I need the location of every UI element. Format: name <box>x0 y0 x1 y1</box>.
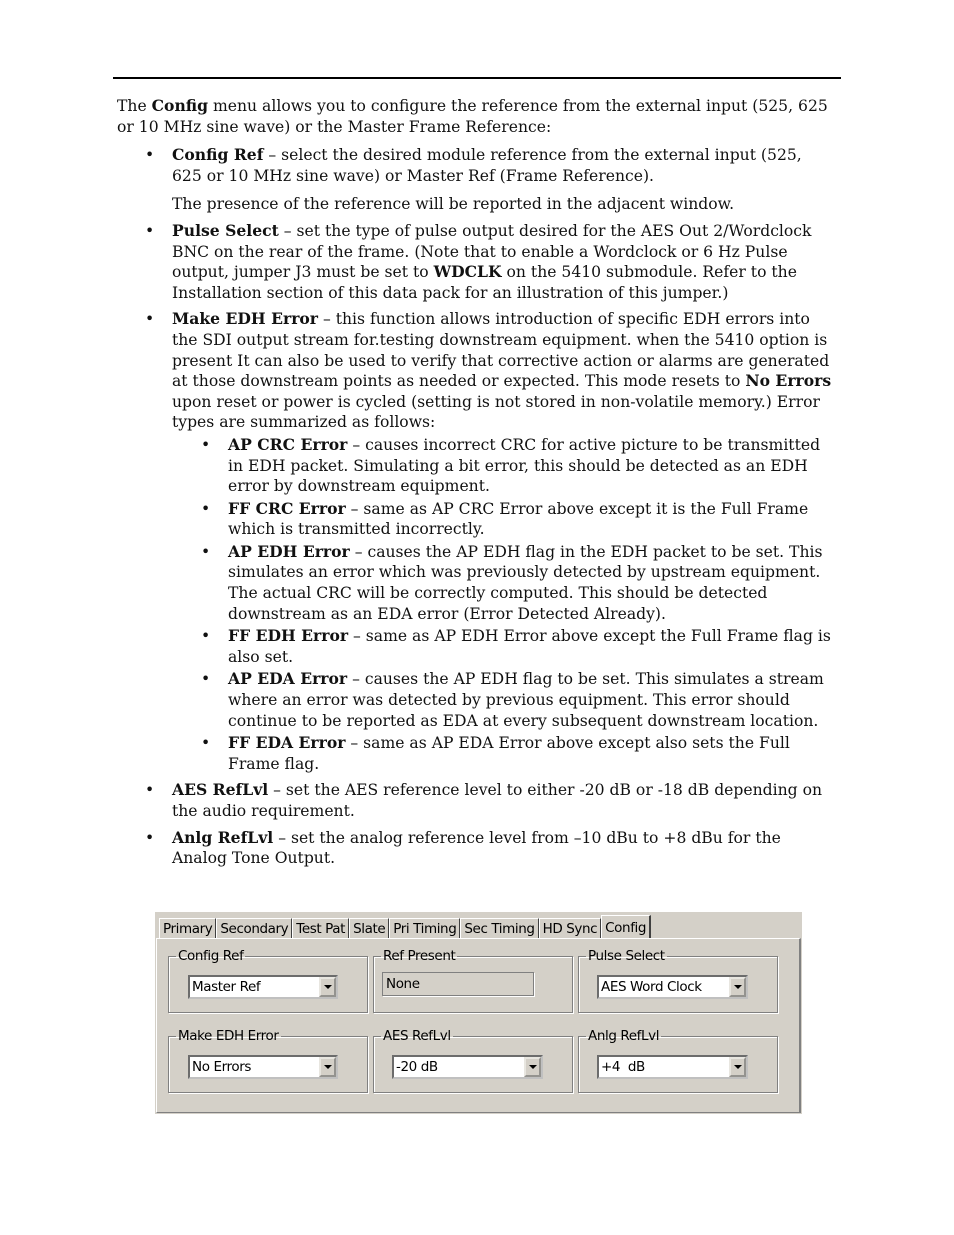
bullet-icon: • <box>201 435 211 454</box>
item-text: – set the type of pulse output desired for the AES Out 2/Wordclock BNC on the rear of the frame. (Note that to enable a Wordclock or 6 Hz Pulse output, jumper J3 must be set to <box>172 221 812 282</box>
item-text-rest: upon reset or power is cycled (setting is not stored in non-volatile memory.) Error types are summarized as follows: <box>172 392 820 432</box>
aes-reflvl-select[interactable] <box>392 1055 543 1079</box>
item-term: Anlg RefLvl <box>172 827 274 847</box>
make-edh-error-dropdown-button[interactable] <box>319 1057 336 1077</box>
pulse-select-value: AES Word Clock <box>601 979 702 995</box>
list-item-error <box>117 669 835 731</box>
bullet-icon: • <box>145 146 155 165</box>
item-text: – select the desired module reference from the external input (525, 625 or 10 MHz sine wave) or Master Ref (Frame Reference). <box>172 146 802 185</box>
document-body <box>117 96 835 875</box>
error-term: AP EDA Error <box>228 669 348 689</box>
tab-primary[interactable]: Primary <box>159 918 216 939</box>
bullet-icon: • <box>201 734 211 753</box>
tab-strip <box>159 915 651 939</box>
item-text: – set the AES reference level to either -20 dB or -18 dB depending on the audio requirement. <box>172 781 823 820</box>
item-term: AES RefLvl <box>172 780 269 800</box>
error-term: FF EDA Error <box>228 733 346 753</box>
tab-sec-timing[interactable]: Sec Timing <box>460 918 538 939</box>
chevron-down-icon <box>734 985 742 989</box>
error-term: FF EDH Error <box>228 626 349 646</box>
config-ref-label: Config Ref <box>178 948 244 964</box>
anlg-reflvl-value: +4 dB <box>601 1059 645 1075</box>
list-item-config-ref <box>117 145 835 215</box>
bullet-icon: • <box>145 221 155 240</box>
error-text: – same as AP CRC Error above except it is the Full Frame which is transmitted incorrectly. <box>228 499 809 539</box>
config-ref-dropdown-button[interactable] <box>319 977 336 997</box>
aes-reflvl-value: -20 dB <box>396 1059 438 1075</box>
tab-panel-config <box>156 938 801 1113</box>
tab-secondary[interactable]: Secondary <box>216 918 292 939</box>
aes-reflvl-dropdown-button[interactable] <box>524 1057 541 1077</box>
error-text: – causes the AP EDH flag in the EDH packet to be set. This simulates an error which was previously detected by upstream equipment. The actual CRC will be correctly computed. This should be detected downstream as an EDA error (Error Detected Already). <box>228 542 823 623</box>
chevron-down-icon <box>324 1065 332 1069</box>
make-edh-error-select[interactable] <box>188 1055 338 1079</box>
ref-present-label: Ref Present <box>383 948 456 964</box>
bullet-icon: • <box>145 828 155 847</box>
item-term: Make EDH Error <box>172 309 319 329</box>
anlg-reflvl-select[interactable] <box>597 1055 748 1079</box>
error-term: AP EDH Error <box>228 541 350 561</box>
error-text: – causes the AP EDH flag to be set. This simulates a stream where an error was detected by previous equipment. This error should continue to be reported as EDA at every subsequent downstream location. <box>228 670 824 730</box>
tab-hd-sync[interactable]: HD Sync <box>539 918 602 939</box>
list-item-error <box>117 733 835 774</box>
pulse-select-select[interactable] <box>597 975 748 999</box>
intro-paragraph <box>117 96 835 137</box>
item-text: – set the analog reference level from –10 dBu to +8 dBu for the Analog Tone Output. <box>172 828 781 868</box>
make-edh-error-label: Make EDH Error <box>178 1028 279 1044</box>
error-text: – same as AP EDH Error above except the Full Frame flag is also set. <box>228 627 831 666</box>
pulse-select-dropdown-button[interactable] <box>729 977 746 997</box>
item-bold: No Errors <box>745 371 832 391</box>
list-item-pulse-select <box>117 221 835 303</box>
config-ref-value: Master Ref <box>192 979 261 995</box>
anlg-reflvl-label: Anlg RefLvl <box>588 1028 660 1044</box>
list-item-anlg-reflvl <box>117 828 835 869</box>
intro-bold: Config <box>151 96 209 115</box>
item-term: Pulse Select <box>172 220 279 240</box>
item-bold: WDCLK <box>433 262 502 282</box>
tab-pri-timing[interactable]: Pri Timing <box>389 918 460 939</box>
list-item-error <box>117 435 835 497</box>
error-term: AP CRC Error <box>228 434 348 454</box>
anlg-reflvl-dropdown-button[interactable] <box>729 1057 746 1077</box>
error-term: FF CRC Error <box>228 498 346 518</box>
tab-config[interactable]: Config <box>601 915 651 939</box>
ref-present-readout: None <box>382 972 534 996</box>
config-ref-select[interactable] <box>188 975 338 999</box>
intro-text: The <box>117 97 152 115</box>
intro-text-rest: menu allows you to configure the reference from the external input (525, 625 or 10 MHz sine wave) or the Master Frame Reference: <box>117 97 828 136</box>
bullet-icon: • <box>201 627 211 646</box>
item-term: Config Ref <box>172 145 264 165</box>
bullet-icon: • <box>145 310 155 329</box>
list-item-aes-reflvl <box>117 780 835 821</box>
make-edh-error-value: No Errors <box>192 1059 251 1075</box>
error-text: – causes incorrect CRC for active picture to be transmitted in EDH packet. Simulating a bit error, this should be detected as an EDH error by downstream equipment. <box>228 435 821 496</box>
config-menu-list <box>117 145 835 869</box>
error-text: – same as AP EDA Error above except also sets the Full Frame flag. <box>228 734 790 773</box>
list-item-error <box>117 542 835 624</box>
aes-reflvl-label: AES RefLvl <box>383 1028 451 1044</box>
error-types-list <box>172 435 835 775</box>
bullet-icon: • <box>201 542 211 561</box>
bullet-icon: • <box>145 781 155 800</box>
chevron-down-icon <box>734 1065 742 1069</box>
chevron-down-icon <box>529 1065 537 1069</box>
header-rule <box>113 77 841 79</box>
tab-slate[interactable]: Slate <box>349 918 389 939</box>
config-dialog-screenshot <box>155 912 802 1114</box>
list-item-error <box>117 626 835 667</box>
bullet-icon: • <box>201 670 211 689</box>
tab-test-pat[interactable]: Test Pat <box>292 918 349 939</box>
list-item-error <box>117 499 835 540</box>
item-text: – this function allows introduction of specific EDH errors into the SDI output stream for.testing downstream equipment. when the 5410 option is present It can also be used to verify that corrective action or alarms are generated at those downstream points as needed or expected. This mode resets to <box>172 310 830 391</box>
list-item-make-edh-error <box>117 309 835 774</box>
pulse-select-label: Pulse Select <box>588 948 665 964</box>
item-text-rest: on the 5410 submodule. Refer to the Installation section of this data pack for an illustration of this jumper.) <box>172 263 797 302</box>
chevron-down-icon <box>324 985 332 989</box>
bullet-icon: • <box>201 499 211 518</box>
item-note: The presence of the reference will be reported in the adjacent window. <box>172 195 735 214</box>
